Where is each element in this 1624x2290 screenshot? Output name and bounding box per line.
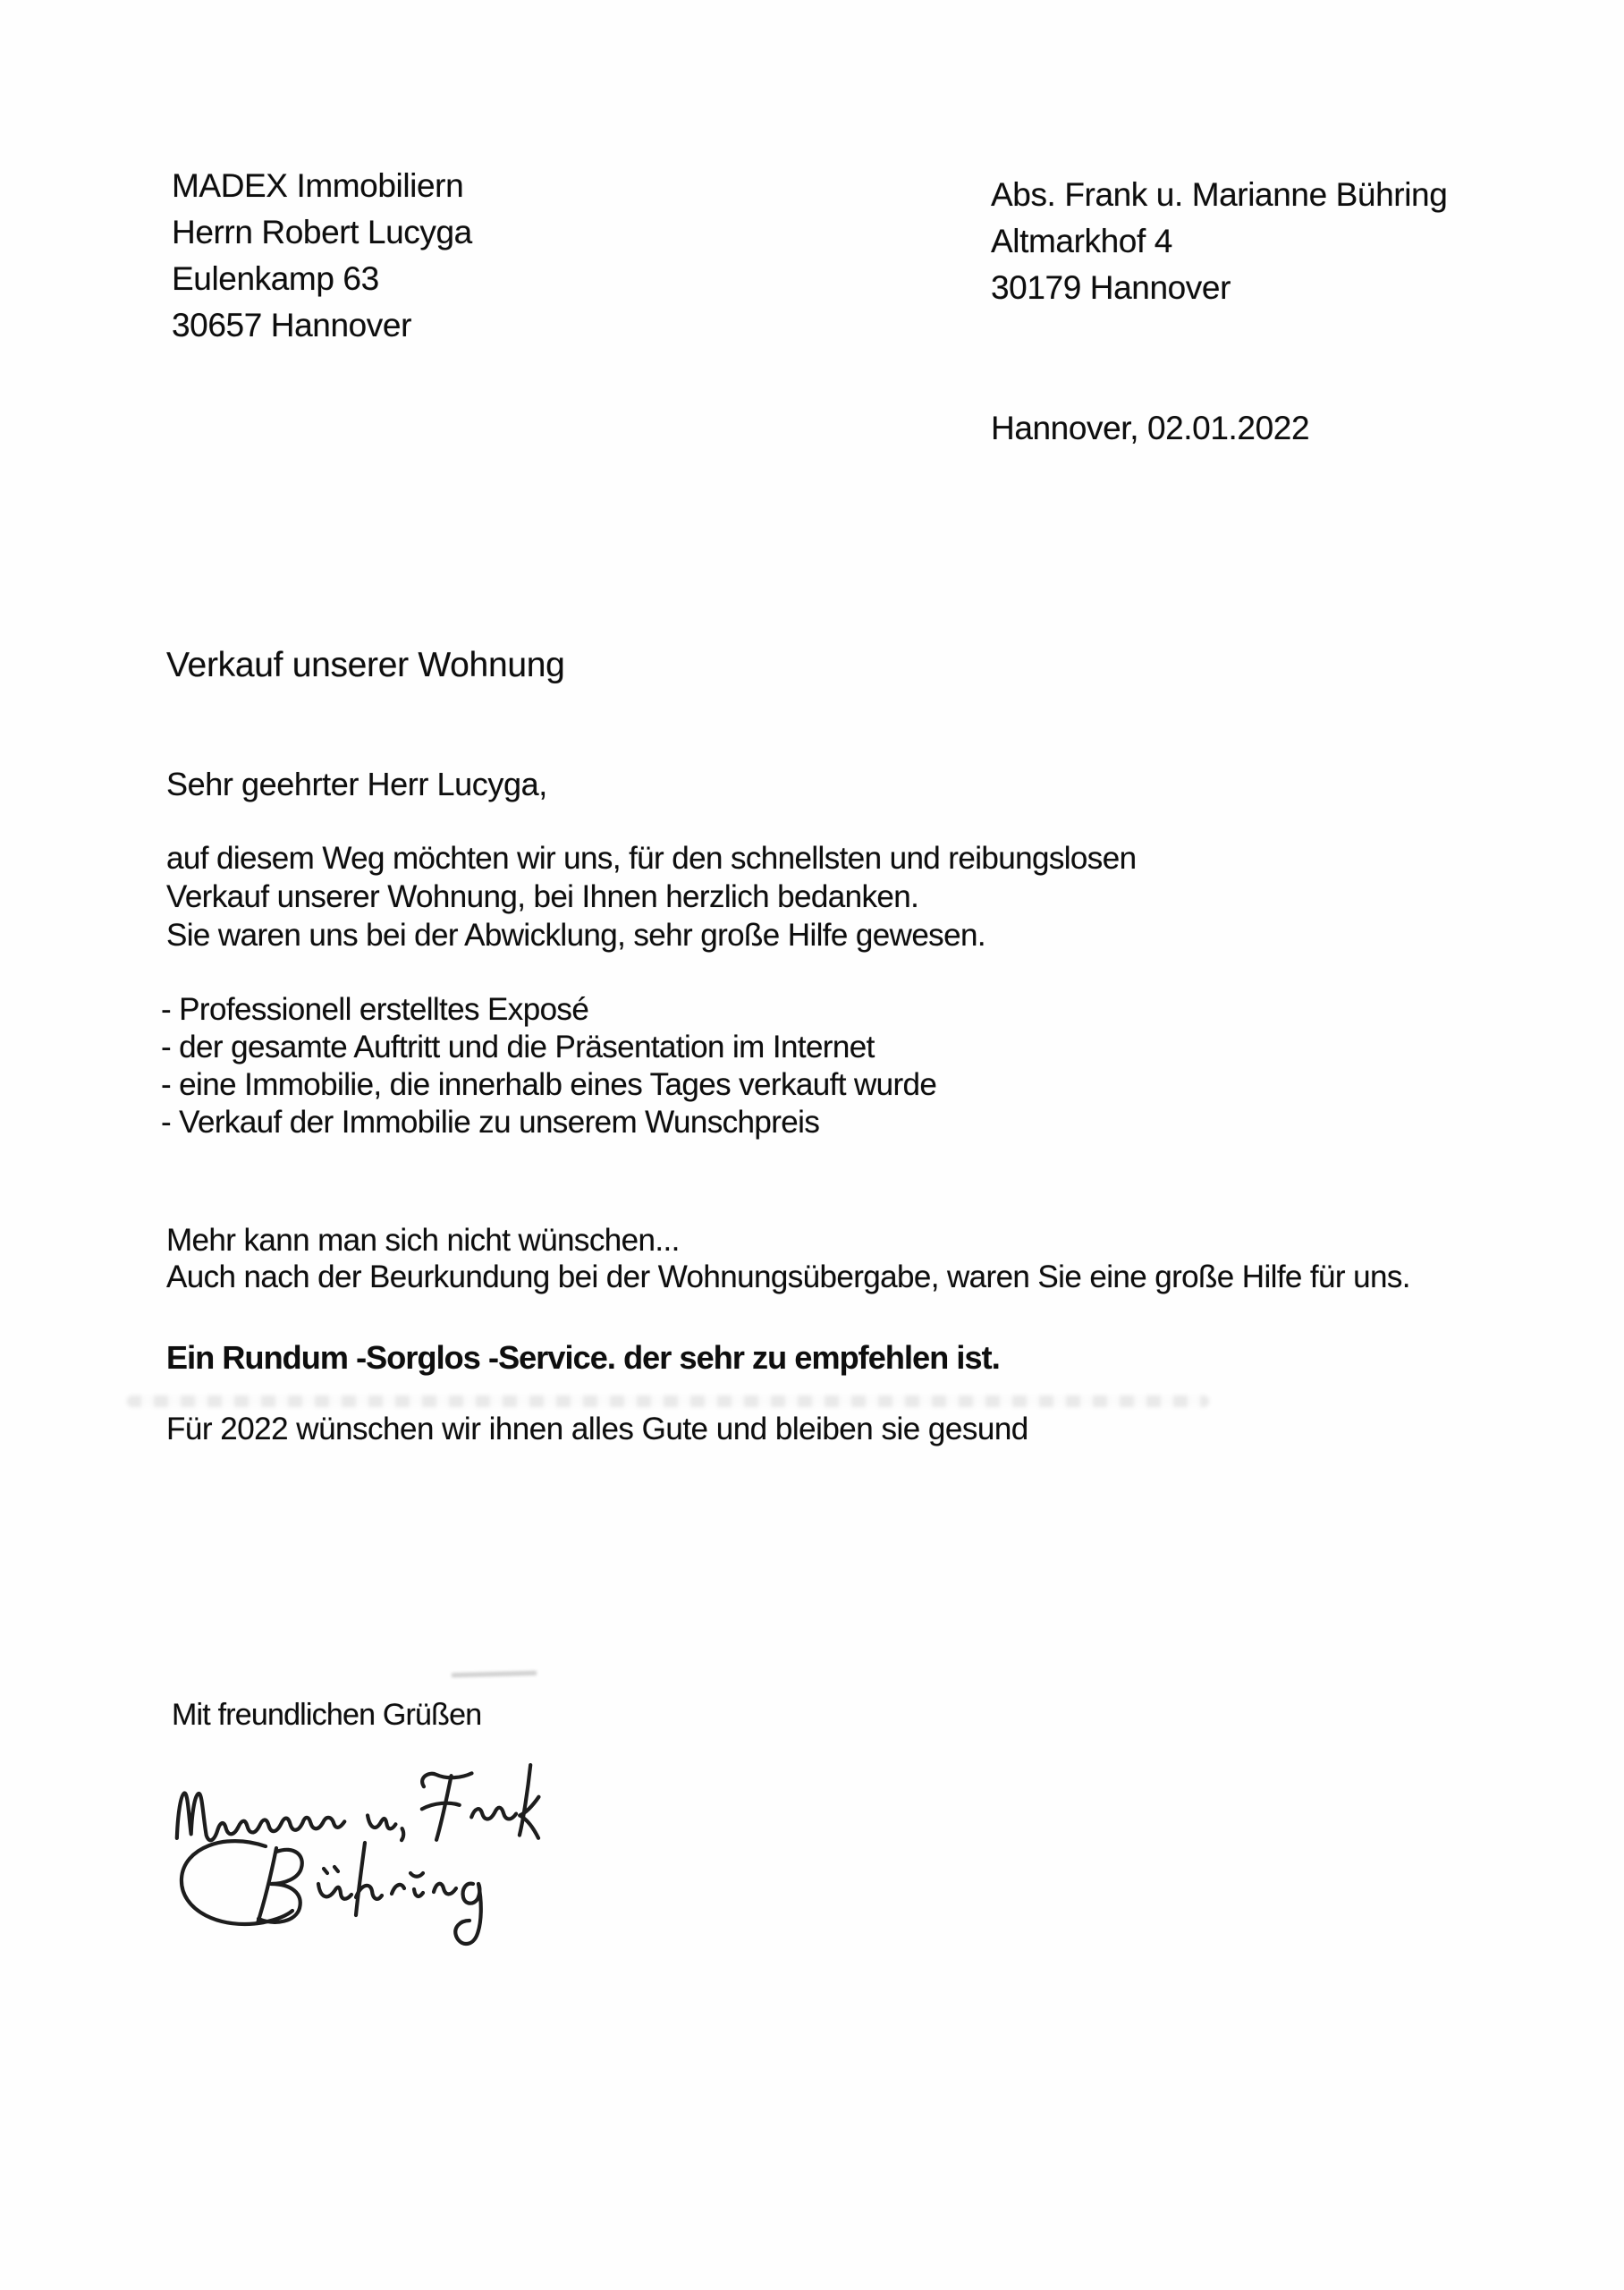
paragraph1-line-1: auf diesem Weg möchten wir uns, für den schnellsten und reibungslosen [166,841,1137,876]
scan-ghost-text-artifact [127,1395,1209,1407]
recipient-address-block [172,163,472,349]
sender-line-1: Abs. Frank u. Marianne Bühring [991,176,1448,213]
sender-address-block [991,172,1447,311]
paragraph2-line-2: Auch nach der Beurkundung bei der Wohnungsübergabe, waren Sie eine große Hilfe für uns. [166,1260,1410,1294]
bullet-item-2: - der gesamte Auftritt und die Präsentation im Internet [161,1030,875,1064]
bullet-item-1: - Professionell erstelltes Exposé [161,992,589,1027]
closing-phrase: Mit freundlichen Grüßen [172,1698,482,1732]
recipient-line-2: Herrn Robert Lucyga [172,214,472,250]
bullet-item-4: - Verkauf der Immobilie zu unserem Wunschpreis [161,1105,820,1140]
signature-line1-strokes [174,1765,540,1851]
date-line: Hannover, 02.01.2022 [991,410,1310,446]
body-paragraph-1 [166,839,1136,954]
scan-mark-artifact [452,1671,537,1677]
sender-line-2: Altmarkhof 4 [991,223,1172,259]
recipient-line-4: 30657 Hannover [172,307,411,344]
paragraph1-line-3: Sie waren uns bei der Abwicklung, sehr große Hilfe gewesen. [166,918,985,953]
body-paragraph-2 [166,1222,1410,1295]
recipient-line-1: MADEX Immobiliern [172,167,464,204]
bullet-list [161,991,936,1141]
paragraph2-line-1: Mehr kann man sich nicht wünschen... [166,1223,680,1258]
body-paragraph-3: Für 2022 wünschen wir ihnen alles Gute und bleiben sie gesund [166,1412,1028,1446]
handwritten-signature [156,1743,747,1993]
subject-line: Verkauf unserer Wohnung [166,646,565,684]
salutation: Sehr geehrter Herr Lucyga, [166,766,547,802]
bold-statement: Ein Rundum -Sorglos -Service. der sehr zu empfehlen ist. [166,1339,1000,1376]
signature-line2-strokes [182,1841,481,1944]
paragraph1-line-2: Verkauf unserer Wohnung, bei Ihnen herzlich bedanken. [166,879,919,914]
recipient-line-3: Eulenkamp 63 [172,260,379,297]
sender-line-3: 30179 Hannover [991,269,1231,306]
bullet-item-3: - eine Immobilie, die innerhalb eines Tages verkauft wurde [161,1067,937,1102]
